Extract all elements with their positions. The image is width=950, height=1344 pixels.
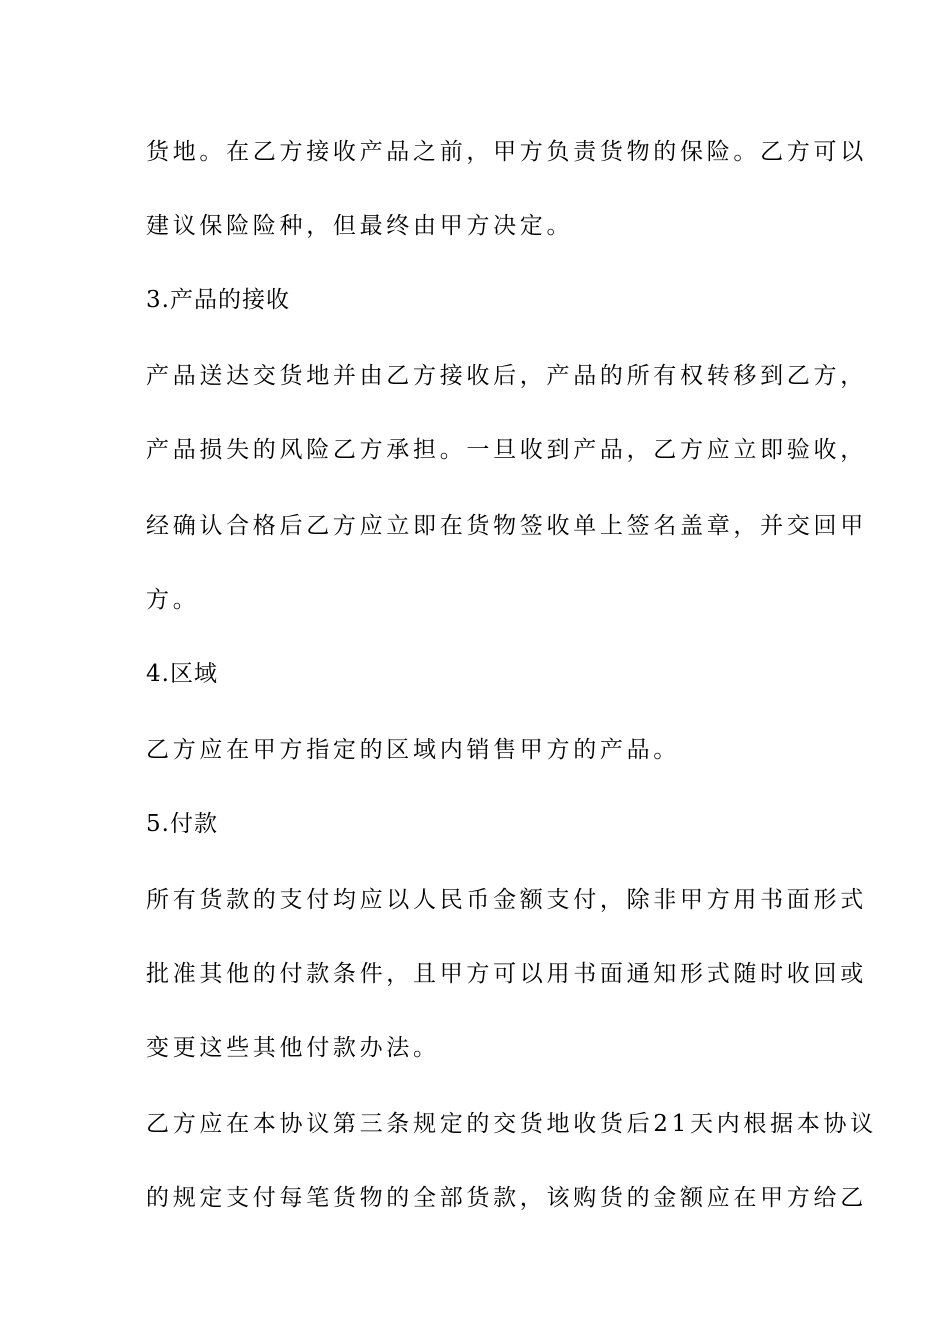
paragraph-line: 货地。在乙方接收产品之前，甲方负责货物的保险。乙方可以: [146, 139, 867, 165]
section-heading: 4.区域: [146, 661, 218, 687]
paragraph-line: 产品损失的风险乙方承担。一旦收到产品，乙方应立即验收，: [146, 437, 867, 463]
paragraph-line: 方。: [146, 587, 200, 613]
paragraph-line: 乙方应在本协议第三条规定的交货地收货后21天内根据本协议: [146, 1111, 877, 1137]
paragraph-line: 变更这些其他付款办法。: [146, 1035, 440, 1061]
paragraph-line: 所有货款的支付均应以人民币金额支付，除非甲方用书面形式: [146, 887, 867, 913]
paragraph-line: 产品送达交货地并由乙方接收后，产品的所有权转移到乙方，: [146, 363, 867, 389]
paragraph-line: 批准其他的付款条件，且甲方可以用书面通知形式随时收回或: [146, 961, 867, 987]
paragraph-line: 经确认合格后乙方应立即在货物签收单上签名盖章，并交回甲: [146, 513, 867, 539]
paragraph-line: 乙方应在甲方指定的区域内销售甲方的产品。: [146, 737, 680, 763]
section-heading: 3.产品的接收: [146, 287, 290, 313]
paragraph-line: 的规定支付每笔货物的全部货款，该购货的金额应在甲方给乙: [146, 1185, 867, 1211]
paragraph-line: 建议保险险种，但最终由甲方决定。: [146, 213, 574, 239]
section-heading: 5.付款: [146, 811, 218, 837]
